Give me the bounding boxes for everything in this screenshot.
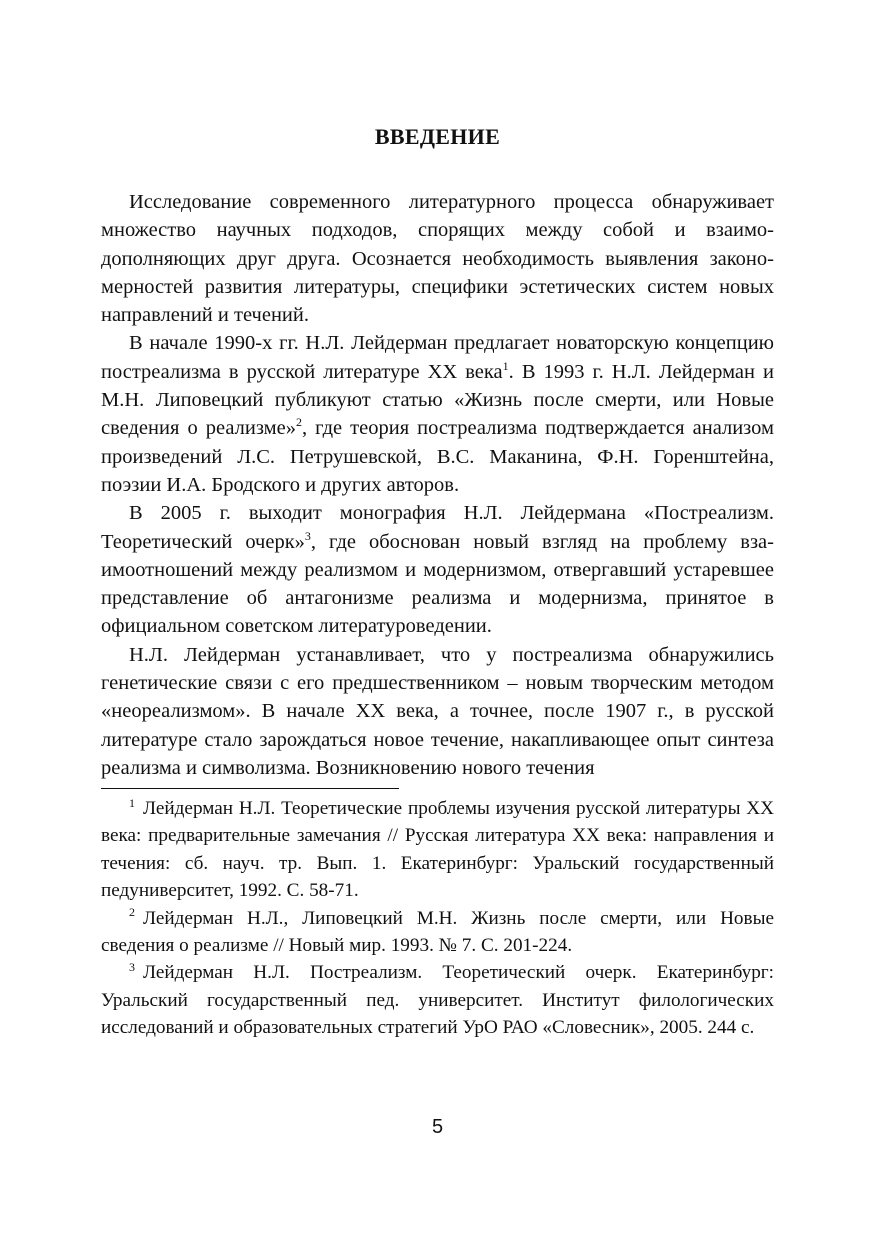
paragraph-1 (101, 188, 774, 329)
footnote-2 (101, 905, 774, 960)
footnote-text: Лейдерман Н.Л., Липовецкий М.Н. Жизнь после смерти, или Новые сведения о реализме // Новый мир. 1993. № 7. С. 201-224. (101, 907, 774, 957)
paragraph-2-text-b: . В 1993 г. Н.Л. Лейдерман и М.Н. Липовецкий публикуют статью «Жизнь после смерти, или Новые сведения о реализме» (101, 360, 775, 440)
paragraph-2-text-a: В начале 1990-х гг. Н.Л. Лейдерман предлагает новаторскую концепцию постреализма в русской литературе XX века (101, 332, 774, 383)
footnote-text: Лейдерман Н.Л. Постреализм. Теоретический очерк. Екатеринбург: Уральский государственный пед. университет. Институт филологических исследований и образовательных стратегий УрО РАО «Словесник», 2005. 244 с. (101, 962, 774, 1039)
main-text (101, 188, 774, 782)
page-number: 5 (431, 1116, 444, 1138)
paragraph-4-text: Н.Л. Лейдерман устанавливает, что у постреализма обнаружились генетические связи с его предшественником – новым творческим методом «неореализмом». В начале XX века, а точнее, после 1907 г., в русской литературе стало зарождаться новое течение, накапливающее опыт синтеза реализма и символизма. Возникновению нового течения (101, 643, 774, 779)
footnote-ref-1[interactable]: 1 (502, 358, 509, 373)
footnotes (101, 795, 774, 1042)
paragraph-3-text-b: , где обоснован новый взгляд на проблему взаимоотношений между реализмом и модернизмом, отвергавший устаревшее представление об антагонизме реализма и модернизма, принятое в официальном советском литературоведении. (101, 530, 774, 638)
footnote-separator (101, 788, 399, 789)
footnote-3 (101, 959, 774, 1041)
page-title: ВВЕДЕНИЕ (374, 124, 501, 149)
footnote-number: 1 (129, 795, 135, 810)
footnote-text: Лейдерман Н.Л. Теоретические проблемы изучения русской литературы XX века: предварительные замечания // Русская литература XX века: направления и течения: сб. науч. тр. Вып. 1. Екатеринбург: Уральский государственный педуниверситет, 1992. С. 58-71. (101, 798, 774, 902)
footnote-ref-2[interactable]: 2 (295, 415, 302, 430)
paragraph-3-text-a: В 2005 г. выходит монография Н.Л. Лейдермана «Постреализм. Теоретический очерк» (101, 502, 774, 553)
paragraph-2-text-c: , где теория постреализма подтверждается анализом произведений Л.С. Петрушевской, В.С. Маканина, Ф.Н. Горенштейна, поэзии И.А. Бродского и других авторов. (101, 417, 774, 496)
footnote-ref-3[interactable]: 3 (304, 528, 311, 543)
paragraph-1-text: Исследование современного литературного процесса обнаруживает множество научных подходов, спорящих между собой и взаимодополняющих друг друга. Осознается необходимость выявления закономерностей развития литературы, специфики эстетических систем новых направлений и течений. (101, 191, 774, 327)
footnote-number: 2 (129, 905, 135, 920)
footnote-number: 3 (129, 960, 135, 975)
paragraph-4 (101, 641, 774, 782)
document-page (101, 0, 774, 1241)
footnote-1 (101, 795, 774, 905)
paragraph-3 (101, 499, 774, 640)
paragraph-2 (101, 329, 774, 499)
